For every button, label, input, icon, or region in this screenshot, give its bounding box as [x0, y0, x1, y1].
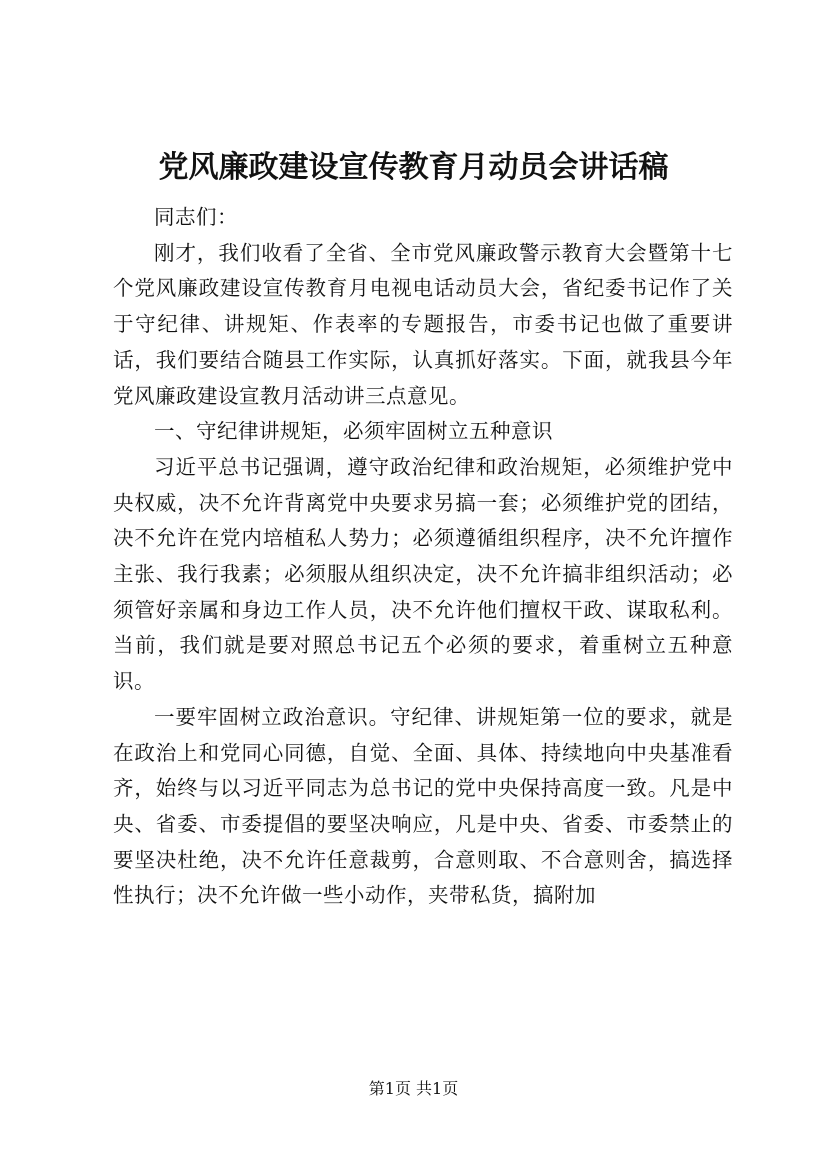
page-footer: 第1页 共1页	[368, 1079, 459, 1098]
document-title: 党风廉政建设宣传教育月动员会讲话稿	[158, 150, 669, 185]
salutation: 同志们：	[154, 205, 238, 229]
paragraph-five-musts: 习近平总书记强调，遵守政治纪律和政治规矩，必须维护党中央权威，决不允许背离党中央要求另搞一套；必须维护党的团结，决不允许在党内培植私人势力；必须遵循组织程序，决不允许擅作主张、我行我素；必须服从组织决定，决不允许搞非组织活动；必须管好亲属和身边工作人员，决不允许他们擅权干政、谋取私利。当前，我们就是要对照总书记五个必须的要求，着重树立五种意识。	[113, 454, 733, 694]
paragraph-political-awareness: 一要牢固树立政治意识。守纪律、讲规矩第一位的要求，就是在政治上和党同心同德，自觉、全面、具体、持续地向中央基准看齐，始终与以习近平同志为总书记的党中央保持高度一致。凡是中央、省委、市委提倡的要坚决响应，凡是中央、省委、市委禁止的要坚决杜绝，决不允许任意裁剪，合意则取、不合意则舍，搞选择性执行；决不允许做一些小动作，夹带私货，搞附加	[113, 704, 733, 908]
document-body	[113, 200, 733, 914]
section-heading-1: 一、守纪律讲规矩，必须牢固树立五种意识	[154, 419, 553, 444]
paragraph-intro: 刚才，我们收看了全省、全市党风廉政警示教育大会暨第十七个党风廉政建设宣传教育月电视电话动员大会，省纪委书记作了关于守纪律、讲规矩、作表率的专题报告，市委书记也做了重要讲话，我们要结合随县工作实际，认真抓好落实。下面，就我县今年党风廉政建设宣教月活动讲三点意见。	[113, 240, 733, 408]
